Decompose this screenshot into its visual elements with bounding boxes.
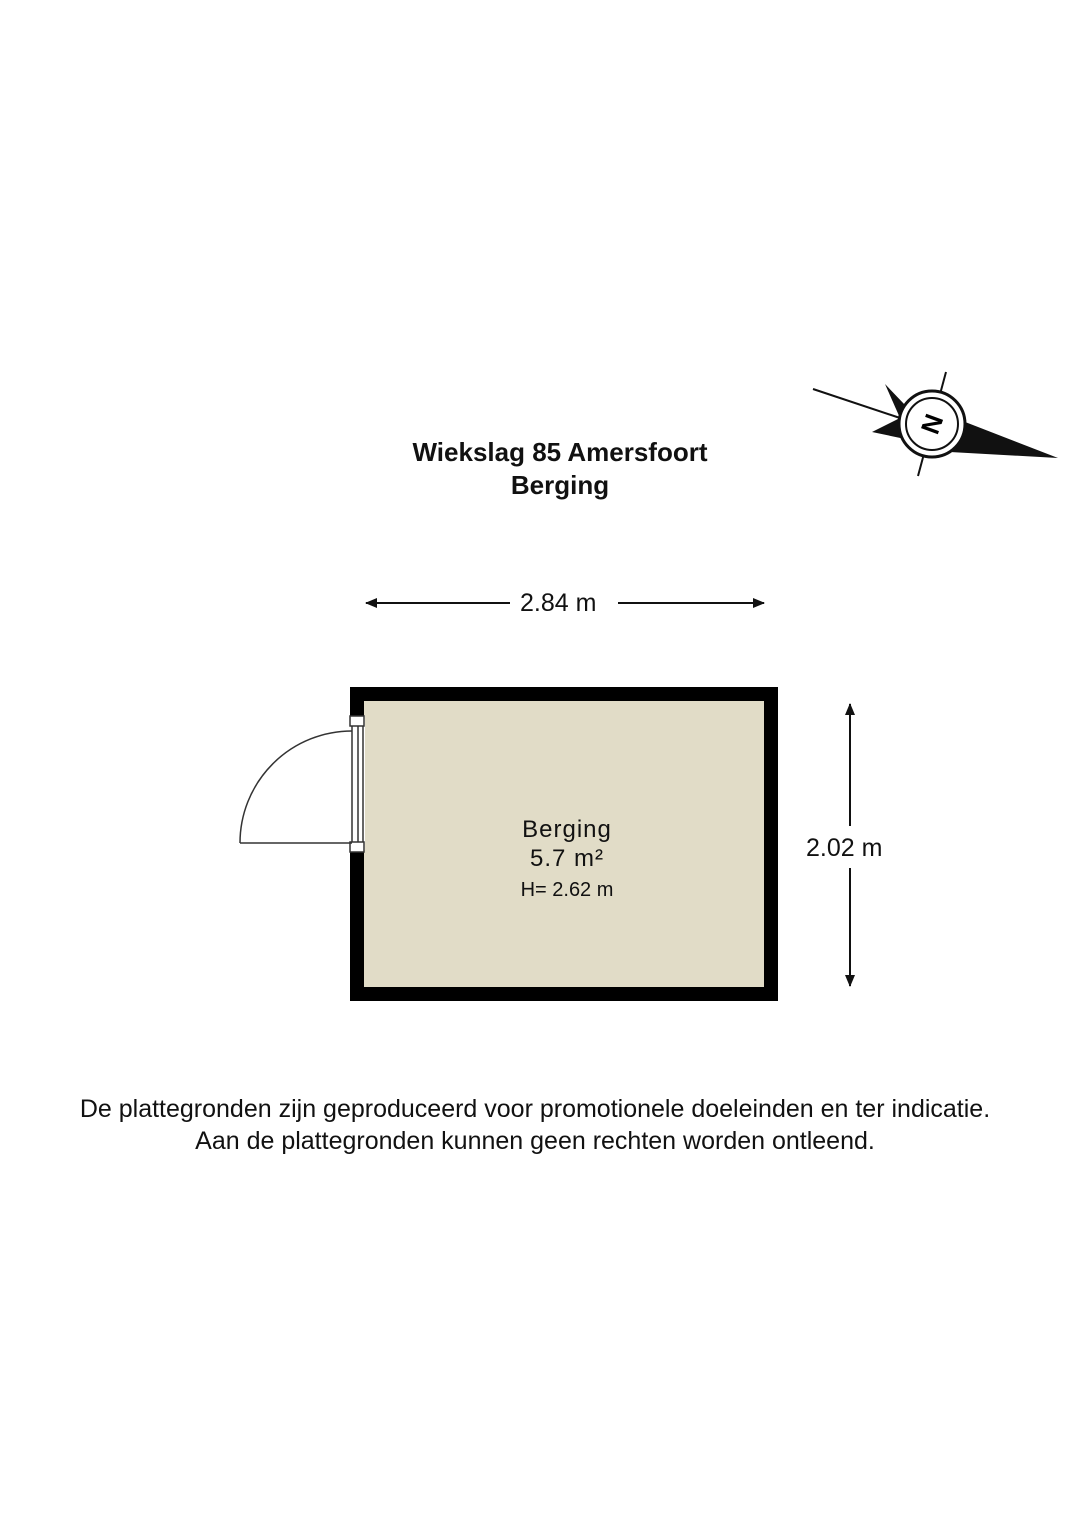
door-icon [240, 716, 365, 852]
room-name-label: Berging [522, 816, 612, 843]
north-letter: N [914, 410, 950, 438]
plan-floor-title: Berging [510, 470, 610, 500]
room-floor [364, 701, 764, 987]
width-dimension-label: 2.84 m [514, 589, 602, 618]
plan-address-title: Wiekslag 85 Amersfoort [412, 437, 708, 467]
depth-dimension-label: 2.02 m [802, 831, 886, 866]
disclaimer-line-1: De plattegronden zijn geproduceerd voor promotionele doeleinden en ter indicatie. [79, 1095, 991, 1123]
room-height-label: H= 2.62 m [520, 879, 614, 901]
disclaimer-line-2: Aan de plattegronden kunnen geen rechten worden ontleend. [195, 1127, 875, 1155]
room-area-label: 5.7 m² [529, 845, 604, 872]
room-berging [350, 687, 778, 1001]
